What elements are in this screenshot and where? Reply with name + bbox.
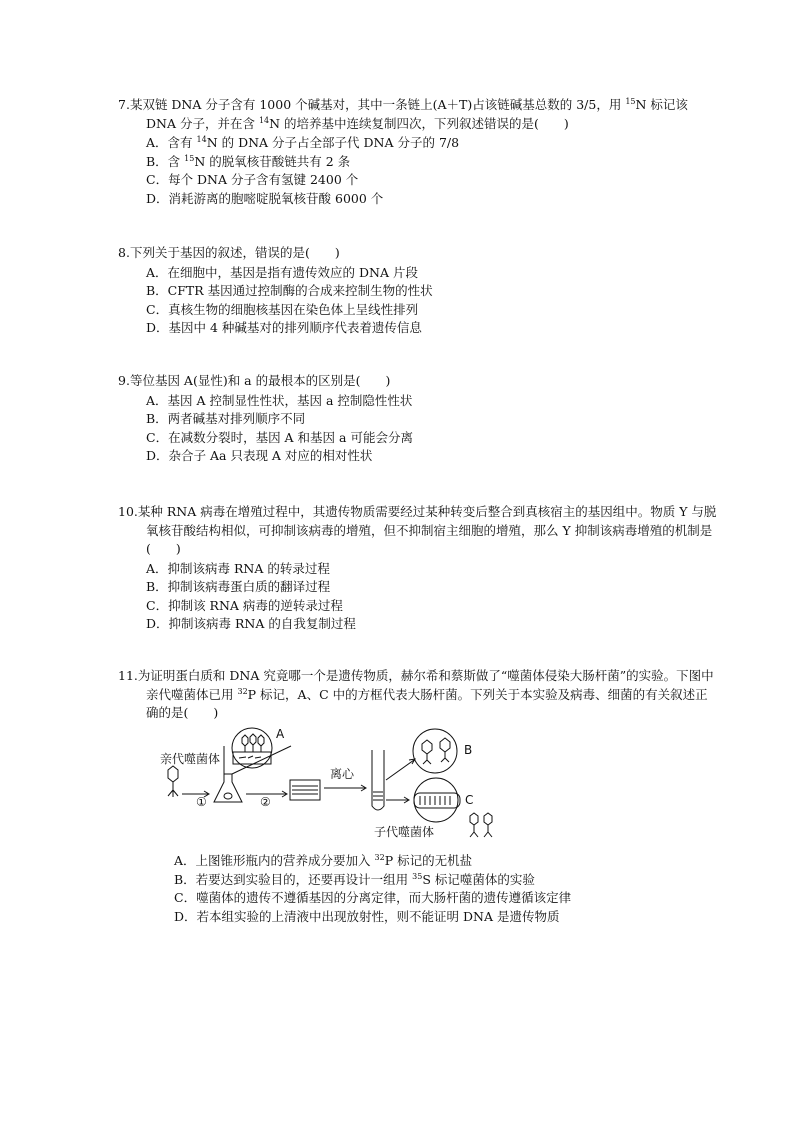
question-stem: 11.为证明蛋白质和 DNA 究竟哪一个是遗传物质，赫尔希和蔡斯做了“噬菌体侵染大肠杆菌”的实验。下图中亲代噬菌体已用 $^{32}$P 标记，A、C 中的方框代表大肠杆菌。下列关于本实验及病毒、细菌的有关叙述正确的是( ) [118,668,714,720]
magnified-sample-b [413,729,457,773]
offspring-phage-icon [470,813,492,837]
question-stem: 9.等位基因 A(显性)和 a 的最根本的区别是( ) [118,373,391,388]
step-2-label: ② [260,795,271,809]
question-8 [118,244,718,338]
parent-phage-label: 亲代噬菌体 [160,752,221,766]
label-b: B [464,743,473,757]
magnified-cell-c [414,778,460,822]
option-b: B．CFTR 基因通过控制酶的合成来控制生物的性状 [146,283,433,298]
question-stem: 10.某种 RNA 病毒在增殖过程中，其遗传物质需要经过某种转变后整合到真核宿主的基因组中。物质 Y 与脱氧核苷酸结构相似，可抑制该病毒的增殖，但不抑制宿主细胞的增殖，那么 Y 抑制该病毒增殖的机制是( ) [118,504,717,556]
option-a: A．抑制该病毒 RNA 的转录过程 [146,560,330,576]
culture-dish-icon [290,780,320,800]
question-11-options [174,852,571,926]
option-b: B．含 $^{15}$N 的脱氧核苷酸链共有 2 条 [146,153,351,169]
phage-experiment-diagram [160,726,520,848]
option-b: B．若要达到实验目的，还要再设计一组用 $^{35}$S 标记噬菌体的实验 [174,871,535,887]
label-a: A [276,727,285,741]
question-9 [118,372,718,466]
magnified-cell-a [232,728,272,768]
option-d: D．若本组实验的上清液中出现放射性，则不能证明 DNA 是遗传物质 [174,908,560,924]
parent-phage-icon [168,766,178,797]
option-a: A．含有 $^{14}$N 的 DNA 分子占全部子代 DNA 分子的 7/8 [146,135,460,150]
centrifuge-label: 离心 [330,767,355,781]
option-d: D．基因中 4 种碱基对的排列顺序代表着遗传信息 [146,320,422,335]
question-stem: 7.某双链 DNA 分子含有 1000 个碱基对，其中一条链上(A＋T)占该链碱基总数的 3/5，用 $^{15}$N 标记该 DNA 分子，并在含 $^{14}$N 的培养基中连续复制四次，下列叙述错误的是( ) [118,97,688,131]
option-d: D．消耗游离的胞嘧啶脱氧核苷酸 6000 个 [146,190,384,206]
offspring-phage-label: 子代噬菌体 [374,825,435,839]
option-c: C．真核生物的细胞核基因在染色体上呈线性排列 [146,301,419,317]
question-11 [118,667,718,723]
option-c: C．抑制该 RNA 病毒的逆转录过程 [146,597,343,613]
option-d: D．杂合子 Aa 只表现 A 对应的相对性状 [146,448,373,463]
option-b: B．两者碱基对排列顺序不同 [146,411,306,426]
step-1-label: ① [196,795,207,809]
option-b: B．抑制该病毒蛋白质的翻译过程 [146,579,331,594]
option-c: C．在减数分裂时，基因 A 和基因 a 可能会分离 [146,429,413,445]
option-a: A．在细胞中，基因是指有遗传效应的 DNA 片段 [146,264,418,280]
label-c: C [465,793,474,807]
option-a: A．上图锥形瓶内的营养成分要加入 $^{32}$P 标记的无机盐 [174,853,473,868]
option-a: A．基因 A 控制显性性状，基因 a 控制隐性性状 [146,392,413,408]
question-stem: 8.下列关于基因的叙述，错误的是( ) [118,245,340,260]
option-c: C．噬菌体的遗传不遵循基因的分离定律，而大肠杆菌的遗传遵循该定律 [174,890,572,905]
test-tube-icon [372,750,384,810]
question-10 [118,503,718,634]
question-7 [118,96,718,208]
flask-icon [214,774,242,802]
option-d: D．抑制该病毒 RNA 的自我复制过程 [146,616,356,631]
option-c: C．每个 DNA 分子含有氢键 2400 个 [146,172,359,187]
